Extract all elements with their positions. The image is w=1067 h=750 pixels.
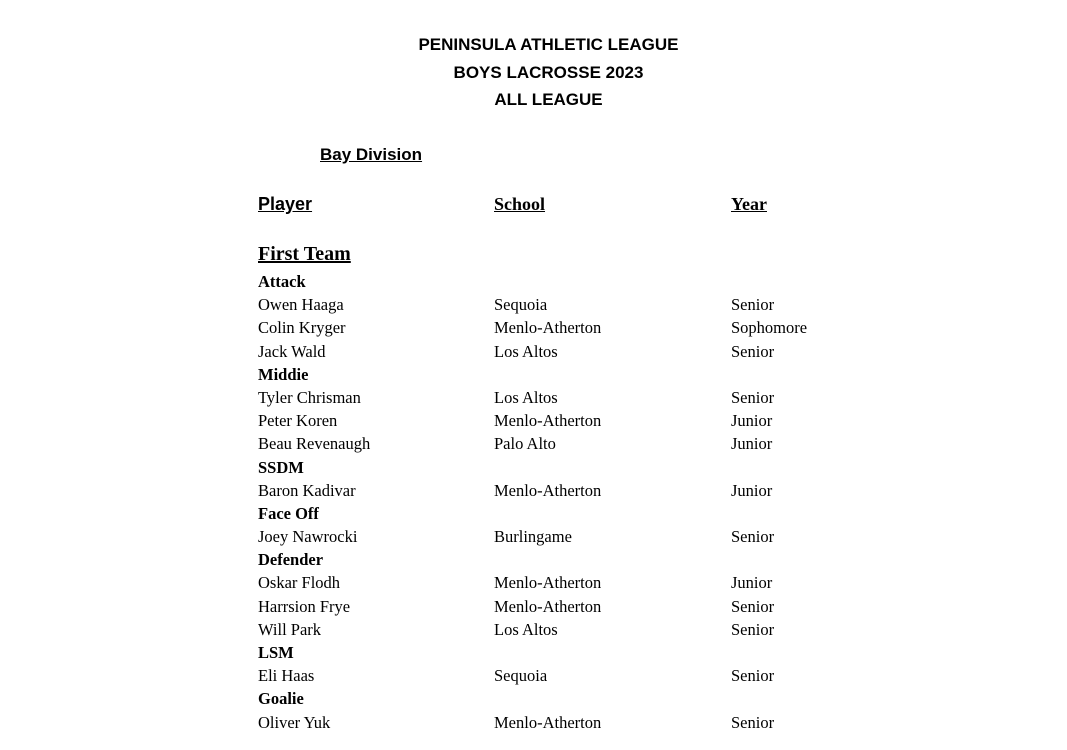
player-name: Owen Haaga: [258, 295, 344, 315]
player-school: Los Altos: [494, 341, 558, 361]
player-school: Sequoia: [494, 666, 548, 686]
table-row: [258, 432, 773, 455]
player-school: Menlo-Atherton: [494, 573, 602, 593]
player-year: Junior: [731, 573, 773, 593]
player-year: Senior: [731, 295, 775, 315]
division-heading: Bay Division: [320, 145, 423, 164]
column-header-school: School: [494, 194, 546, 214]
player-year: Senior: [731, 341, 775, 361]
player-school: Menlo-Atherton: [494, 596, 602, 616]
position-heading-ssdm: SSDM: [258, 457, 304, 477]
position-heading-lsm: LSM: [258, 643, 294, 662]
table-row: [258, 386, 775, 409]
table-row: [258, 316, 808, 339]
table-row: [258, 525, 775, 548]
player-school: Sequoia: [494, 295, 548, 315]
player-name: Eli Haas: [258, 666, 315, 686]
position-heading-faceoff: Face Off: [258, 503, 319, 523]
table-row: [258, 479, 773, 502]
player-year: Junior: [731, 411, 773, 431]
player-name: Jack Wald: [258, 341, 326, 361]
team-heading: First Team: [258, 243, 351, 265]
player-name: Oliver Yuk: [258, 712, 331, 732]
player-name: Baron Kadivar: [258, 480, 356, 500]
column-header-year: Year: [731, 194, 767, 214]
title-sport-year: BOYS LACROSSE 2023: [453, 62, 644, 82]
player-school: Los Altos: [494, 387, 558, 407]
player-school: Menlo-Atherton: [494, 712, 602, 732]
player-year: Senior: [731, 387, 775, 407]
player-name: Joey Nawrocki: [258, 527, 358, 547]
player-school: Palo Alto: [494, 434, 556, 454]
table-row: [258, 711, 775, 734]
player-name: Tyler Chrisman: [258, 387, 361, 407]
player-year: Senior: [731, 712, 775, 732]
table-row: [258, 618, 775, 641]
player-name: Beau Revenaugh: [258, 434, 371, 454]
title-all-league: ALL LEAGUE: [494, 90, 603, 109]
player-name: Peter Koren: [258, 411, 338, 431]
player-year: Junior: [731, 480, 773, 500]
document-title: [0, 31, 1067, 114]
player-school: Los Altos: [494, 619, 558, 639]
player-school: Menlo-Atherton: [494, 480, 602, 500]
player-year: Senior: [731, 527, 775, 547]
player-year: Senior: [731, 596, 775, 616]
player-name: Harrsion Frye: [258, 596, 351, 616]
table-row: [258, 571, 773, 594]
player-name: Colin Kryger: [258, 318, 346, 338]
column-header-player: Player: [258, 194, 313, 214]
player-name: Will Park: [258, 619, 322, 639]
table-row: [258, 595, 775, 618]
position-heading-middie: Middie: [258, 364, 309, 384]
position-heading-goalie: Goalie: [258, 689, 304, 709]
player-year: Junior: [731, 434, 773, 454]
player-year: Senior: [731, 619, 775, 639]
title-league: PENINSULA ATHLETIC LEAGUE: [418, 35, 679, 54]
table-row: [258, 340, 775, 363]
player-school: Burlingame: [494, 527, 572, 547]
table-row: [258, 664, 775, 687]
player-year: Senior: [731, 666, 775, 686]
player-school: Menlo-Atherton: [494, 318, 602, 338]
table-row: [258, 293, 775, 316]
player-school: Menlo-Atherton: [494, 411, 602, 431]
position-heading-defender: Defender: [258, 550, 324, 570]
roster-table: [258, 270, 808, 734]
player-year: Sophomore: [731, 318, 808, 338]
player-name: Oskar Flodh: [258, 573, 341, 593]
position-heading-attack: Attack: [258, 272, 306, 291]
table-row: [258, 409, 773, 432]
